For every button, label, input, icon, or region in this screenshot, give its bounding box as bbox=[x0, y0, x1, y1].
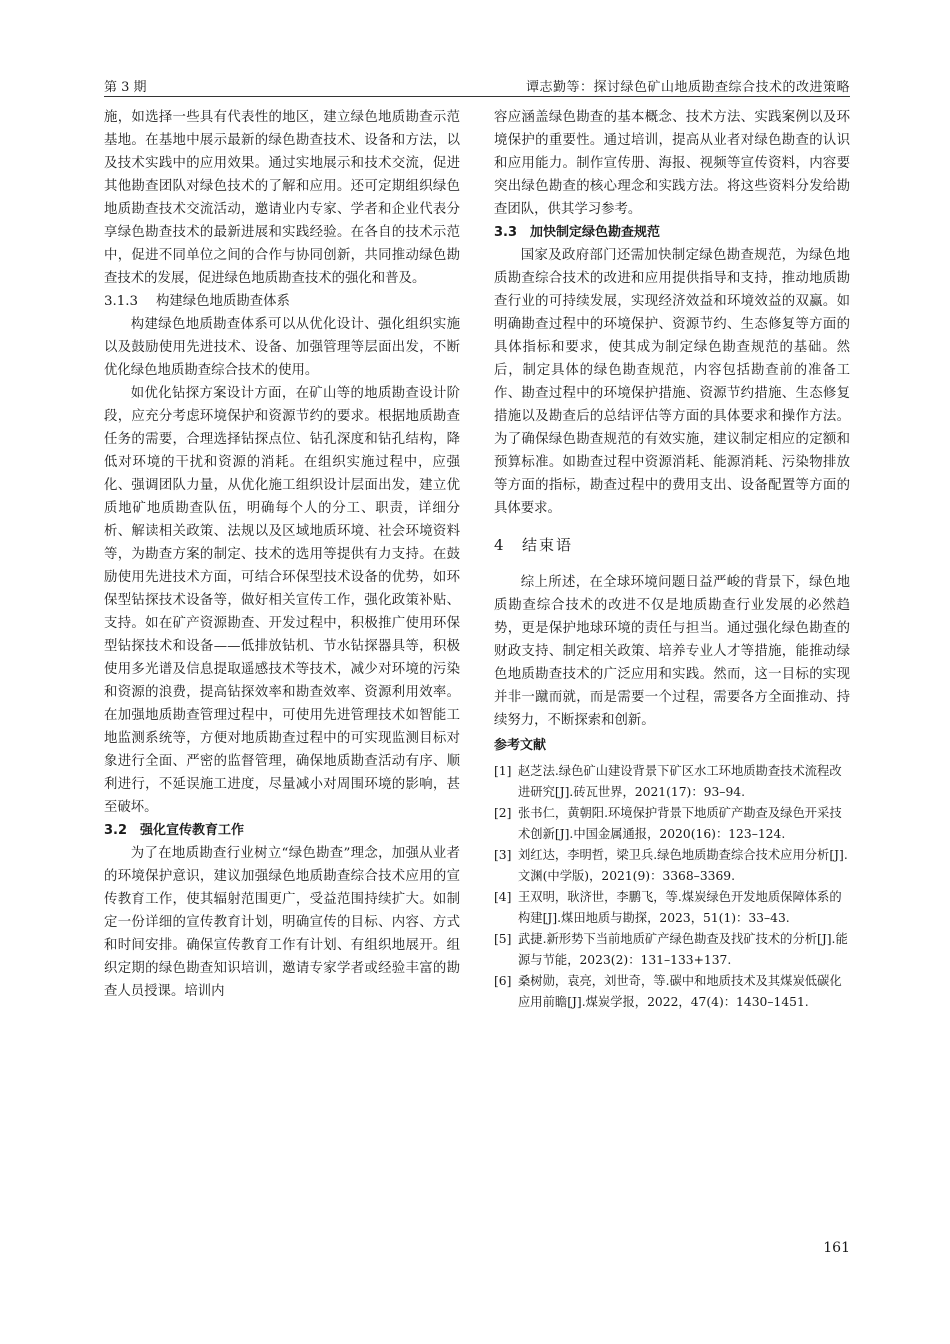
reference-text: 张书仁，黄朝阳.环境保护背景下地质矿产勘查及绿色开采技术创新[J].中国金属通报，2020(16)：123–124. bbox=[518, 806, 842, 841]
reference-item bbox=[494, 887, 850, 929]
body-paragraph: 国家及政府部门还需加快制定绿色勘查规范，为绿色地质勘查综合技术的改进和应用提供指导和支持，推动地质勘查行业的可持续发展，实现经济效益和环境效益的双赢。如明确勘查过程中的环境保护、资源节约、生态修复等方面的具体指标和要求，使其成为制定绿色勘查规范的基础。然后，制定具体的绿色勘查规范，内容包括勘查前的准备工作、勘查过程中的环境保护措施、资源节约措施、生态修复措施以及勘查后的总结评估等方面的具体要求和操作方法。为了确保绿色勘查规范的有效实施，建议制定相应的定额和预算标准。如勘查过程中资源消耗、能源消耗、污染物排放等方面的指标，勘查过程中的费用支出、设备配置等方面的具体要求。 bbox=[494, 248, 850, 516]
reference-text: 王双明，耿济世，李鹏飞，等.煤炭绿色开发地质保障体系的构建[J].煤田地质与勘探，2023，51(1)：33–43. bbox=[518, 890, 842, 925]
running-header bbox=[104, 74, 850, 97]
reference-number: [5] bbox=[494, 932, 512, 946]
section-heading-3-1-3 bbox=[104, 290, 460, 313]
reference-text: 桑树勋，袁亮，刘世奇，等.碳中和地质技术及其煤炭低碳化应用前瞻[J].煤炭学报，2022，47(4)：1430–1451. bbox=[518, 974, 842, 1009]
section-heading-3-2 bbox=[104, 819, 460, 842]
section-title: 加快制定绿色勘查规范 bbox=[530, 225, 661, 240]
running-title: 谭志勤等：探讨绿色矿山地质勘查综合技术的改进策略 bbox=[525, 80, 850, 95]
reference-text: 武捷.新形势下当前地质矿产绿色勘查及找矿技术的分析[J].能源与节能，2023(2)：131–133+137. bbox=[518, 932, 848, 967]
section-title: 构建绿色地质勘查体系 bbox=[156, 294, 290, 309]
references-heading: 参考文献 bbox=[494, 738, 547, 753]
body-paragraph: 综上所述，在全球环境问题日益严峻的背景下，绿色地质勘查综合技术的改进不仅是地质勘查行业发展的必然趋势，更是保护地球环境的责任与担当。通过强化绿色勘查的财政支持、制定相关政策、培养专业人才等措施，能推动绿色地质勘查技术的广泛应用和实践。然而，这一目标的实现并非一蹴而就，而是需要一个过程，需要各方全面推动、持续努力，不断探索和创新。 bbox=[494, 575, 850, 728]
reference-text: 刘红达，李明哲，梁卫兵.绿色地质勘查综合技术应用分析[J].文渊(中学版)，2021(9)：3368–3369. bbox=[518, 848, 848, 883]
reference-item bbox=[494, 761, 850, 803]
reference-item bbox=[494, 929, 850, 971]
section-number: 3.2 bbox=[104, 823, 128, 838]
reference-item bbox=[494, 803, 850, 845]
body-paragraph: 构建绿色地质勘查体系可以从优化设计、强化组织实施以及鼓励使用先进技术、设备、加强管理等层面出发，不断优化绿色地质勘查综合技术的使用。 bbox=[104, 317, 460, 378]
reference-text: 赵芝法.绿色矿山建设背景下矿区水工环地质勘查技术流程改进研究[J].砖瓦世界，2021(17)：93–94. bbox=[518, 764, 842, 799]
right-column bbox=[494, 106, 850, 1013]
section-heading-3-3 bbox=[494, 221, 850, 244]
section-number: 4 bbox=[494, 536, 506, 554]
body-paragraph: 为了在地质勘查行业树立“绿色勘查”理念，加强从业者的环境保护意识，建议加强绿色地质勘查综合技术应用的宣传教育工作，使其辐射范围更广，受益范围持续扩大。如制定一份详细的宣传教育计划，明确宣传的目标、内容、方式和时间安排。确保宣传教育工作有计划、有组织地展开。组织定期的绿色勘查知识培训，邀请专家学者或经验丰富的勘查人员授课。培训内 bbox=[104, 846, 460, 999]
section-title: 强化宣传教育工作 bbox=[140, 823, 245, 838]
reference-number: [6] bbox=[494, 974, 512, 988]
section-number: 3.3 bbox=[494, 225, 518, 240]
body-paragraph: 如优化钻探方案设计方面，在矿山等的地质勘查设计阶段，应充分考虑环境保护和资源节约的要求。根据地质勘查任务的需要，合理选择钻探点位、钻孔深度和钻孔结构，降低对环境的干扰和资源的消耗。在组织实施过程中，应强化、强调团队力量，从优化施工组织设计层面出发，建立优质地矿地质勘查队伍，明确每个人的分工、职责，详细分析、解读相关政策、法规以及区域地质环境、社会环境资料等，为勘查方案的制定、技术的选用等提供有力支持。在鼓励使用先进技术方面，可结合环保型技术设备的优势，如环保型钻探技术设备等，做好相关宣传工作，强化政策补贴、支持。如在矿产资源勘查、开发过程中，积极推广使用环保型钻探技术和设备——低排放钻机、节水钻探器具等，积极使用多光谱及信息提取遥感技术等技术，减少对环境的污染和资源的浪费，提高钻探效率和勘查效率、资源利用效率。在加强地质勘查管理过程中，可使用先进管理技术如智能工地监测系统等，方便对地质勘查过程中的可实现监测目标对象进行全面、严密的监督管理，确保地质勘查活动有序、顺利进行，不延误施工进度，尽量减小对周围环境的影响，甚至破坏。 bbox=[104, 386, 460, 815]
page-number: 161 bbox=[823, 1240, 850, 1256]
reference-list bbox=[494, 761, 850, 1013]
reference-item bbox=[494, 845, 850, 887]
reference-number: [4] bbox=[494, 890, 512, 904]
section-title: 结束语 bbox=[522, 536, 574, 554]
issue-label: 第 3 期 bbox=[104, 80, 147, 95]
reference-number: [1] bbox=[494, 764, 512, 778]
body-paragraph: 施，如选择一些具有代表性的地区，建立绿色地质勘查示范基地。在基地中展示最新的绿色勘查技术、设备和方法，以及技术实践中的应用效果。通过实地展示和技术交流，促进其他勘查团队对绿色技术的了解和应用。还可定期组织绿色地质勘查技术交流活动，邀请业内专家、学者和企业代表分享绿色勘查技术的最新进展和实践经验。在各自的技术示范中，促进不同单位之间的合作与协同创新，共同推动绿色勘查技术的发展，促进绿色地质勘查技术的强化和普及。 bbox=[104, 110, 460, 286]
left-column bbox=[104, 106, 460, 1003]
section-heading-4 bbox=[494, 534, 850, 557]
section-number: 3.1.3 bbox=[104, 294, 139, 309]
reference-item bbox=[494, 971, 850, 1013]
reference-number: [3] bbox=[494, 848, 512, 862]
reference-number: [2] bbox=[494, 806, 512, 820]
body-paragraph: 容应涵盖绿色勘查的基本概念、技术方法、实践案例以及环境保护的重要性。通过培训，提高从业者对绿色勘查的认识和应用能力。制作宣传册、海报、视频等宣传资料，内容要突出绿色勘查的核心理念和实践方法。将这些资料分发给勘查团队，供其学习参考。 bbox=[494, 110, 850, 217]
